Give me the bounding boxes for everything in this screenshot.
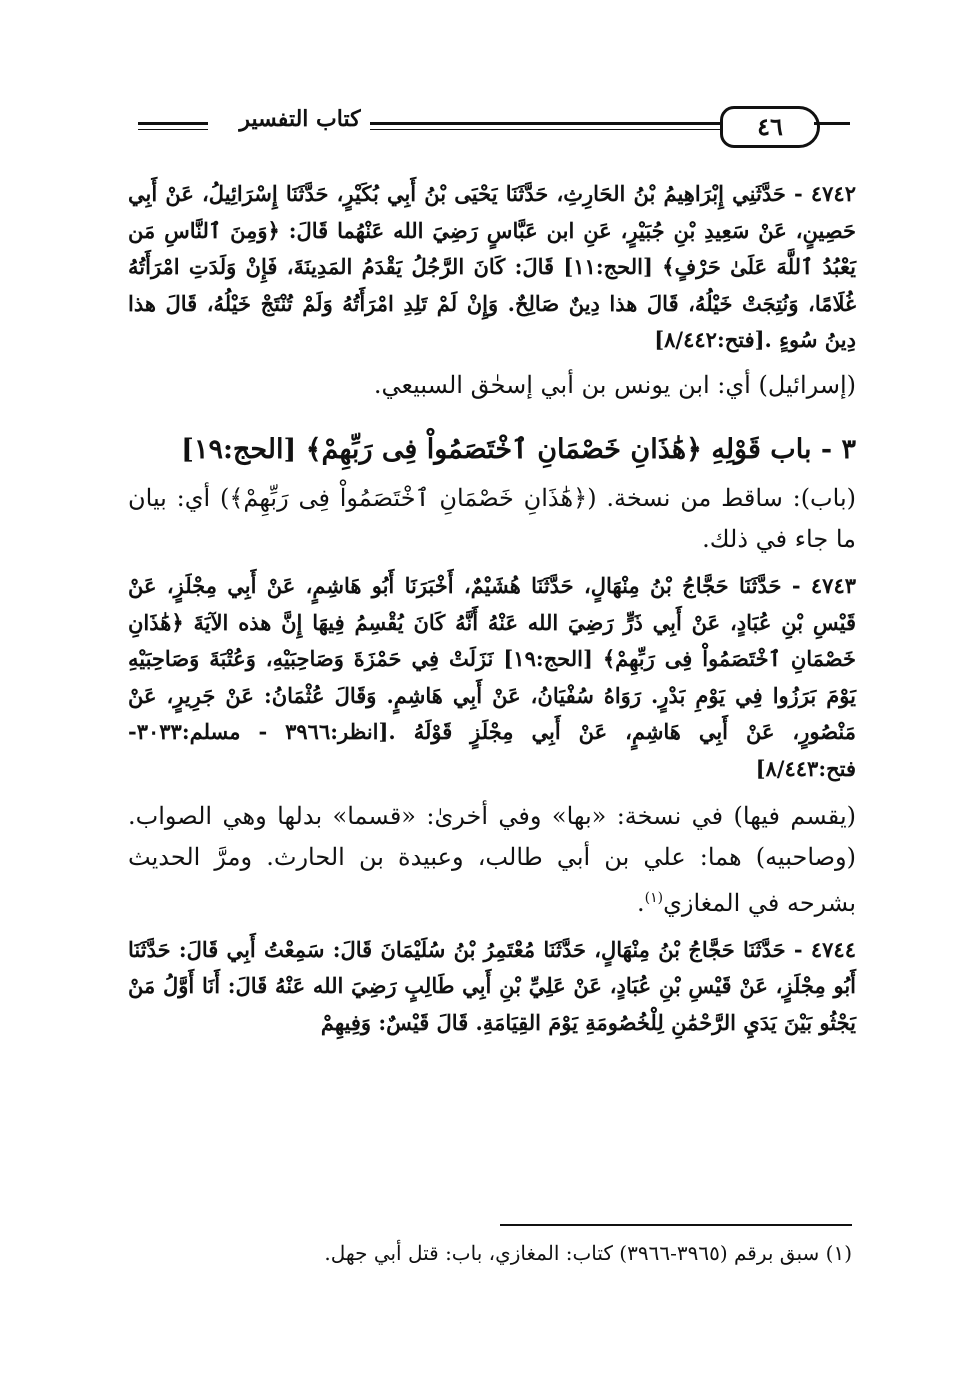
commentary-end: .	[637, 888, 645, 917]
hadith-4743: ٤٧٤٣ - حَدَّثَنَا حَجَّاجُ بْنُ مِنْهَالٍ، حَدَّثَنَا هُشَيْمٌ، أَخْبَرَنَا أَبُو هَاشِمٍ، عَنْ أَبِي مِجْلَزٍ، عَنْ قَيْسِ بْنِ عُبَادٍ، عَنْ أَبِي ذَرٍّ رَضِيَ الله عَنْهُ أَنَّهُ كَانَ يُقْسِمُ فِيهَا إِنَّ هذه الآيَةَ ﴿هَٰذَانِ خَصْمَانِ ٱخْتَصَمُواْ فِى رَبِّهِمْ﴾ [الحج:١٩] نَزَلَتْ فِي حَمْزَةَ وَصَاحِبَيْهِ، وَعُتْبَةَ وَصَاحِبَيْهِ يَوْمَ بَرَزُوا فِي يَوْمِ بَدْرٍ. رَوَاهُ سُفْيَانُ، عَنْ أَبِي هَاشِمٍ. وَقَالَ عُثْمَانُ: عَنْ جَرِيرٍ، عَنْ مَنْصُورٍ، عَنْ أَبِي هَاشِمٍ، عَنْ أَبِي مِجْلَزٍ قَوْلَهُ .[انظر:٣٩٦٦ - مسلم:٣٠٣٣- فتح:٨/٤٤٣]	[128, 572, 857, 781]
page-body	[128, 176, 856, 1041]
commentary-paragraph	[128, 796, 856, 924]
book-title: كتاب التفسير	[239, 106, 361, 132]
header-rule-thin	[138, 129, 208, 130]
footnote-reference: (١)	[644, 889, 664, 906]
header-rule-thin	[370, 129, 742, 130]
commentary-paragraph: (باب): ساقط من نسخة. (﴿هَٰذَانِ خَصْمَانِ ٱخْتَصَمُواْ فِى رَبِّهِمْ﴾) أي: بيان ما جاء في ذلك.	[128, 483, 856, 553]
page-header	[130, 100, 850, 150]
header-rule	[814, 122, 850, 125]
chapter-heading: ٣ - باب قَوْلِهِ ﴿هَٰذَانِ خَصْمَانِ ٱخْتَصَمُواْ فِى رَبِّهِمْ﴾ [الحج:١٩]	[181, 433, 856, 465]
footnote-divider	[500, 1224, 852, 1226]
hadith-4742: ٤٧٤٢ - حَدَّثَنِي إِبْرَاهِيمُ بْنُ الحَارِثِ، حَدَّثَنَا يَحْيَى بْنُ أَبِي بُكَيْرٍ، حَدَّثَنَا إِسْرَائِيلُ، عَنْ أَبِي حَصِينٍ، عَنْ سَعِيدِ بْنِ جُبَيْرٍ، عَنِ ابن عَبَّاسٍ رَضِيَ الله عَنْهُما قَالَ: ﴿وَمِنَ ٱلنَّاسِ مَن يَعْبُدُ ٱللَّهَ عَلَىٰ حَرْفٍ﴾ [الحج:١١] قَالَ: كَانَ الرَّجُلُ يَقْدَمُ المَدِينَةَ، فَإِنْ وَلَدَتِ امْرَأَتُهُ غُلَامًا، وَنُتِجَتْ خَيْلُهُ، قَالَ هذا دِينٌ صَالِحٌ. وَإِنْ لَمْ تَلِدِ امْرَأَتُهُ وَلَمْ تُنْتَجْ خَيْلُهُ، قَالَ هذا دِينُ سُوءٍ .[فتح:٨/٤٤٢]	[128, 181, 856, 353]
hadith-4744: ٤٧٤٤ - حَدَّثَنَا حَجَّاجُ بْنُ مِنْهَالٍ، حَدَّثَنَا مُعْتَمِرُ بْنُ سُلَيْمَانَ قَالَ: سَمِعْتُ أَبِي قَالَ: حَدَّثَنَا أَبُو مِجْلَزٍ، عَنْ قَيْسِ بْنِ عُبَادٍ، عَنْ عَلِيِّ بْنِ أَبِي طَالِبٍ رَضِيَ الله عَنْهُ قَالَ: أَنَا أَوَّلُ مَنْ يَجْثُو بَيْنَ يَدَيِ الرَّحْمَٰنِ لِلْخُصُومَةِ يَوْمَ القِيَامَةِ. قَالَ قَيْسٌ: وَفِيهِمْ	[128, 936, 856, 1035]
commentary-paragraph: (إسرائيل) أي: ابن يونس بن أبي إسحٰق السبيعي.	[373, 370, 856, 399]
header-rule	[138, 122, 208, 125]
header-rule	[370, 122, 742, 125]
commentary-text: (يقسم فيها) في نسخة: «بها» وفي أخرىٰ: «قسما» بدلها وهي الصواب. (وصاحبيه) هما: علي بن أبي طالب، وعبيدة بن الحارث. ومرَّ الحديث بشرحه في المغازي	[128, 801, 856, 917]
page-number: ٤٦	[720, 106, 820, 148]
footnote: (١) سبق برقم (٣٩٦٥-٣٩٦٦) كتاب: المغازي، باب: قتل أبي جهل.	[324, 1241, 852, 1265]
